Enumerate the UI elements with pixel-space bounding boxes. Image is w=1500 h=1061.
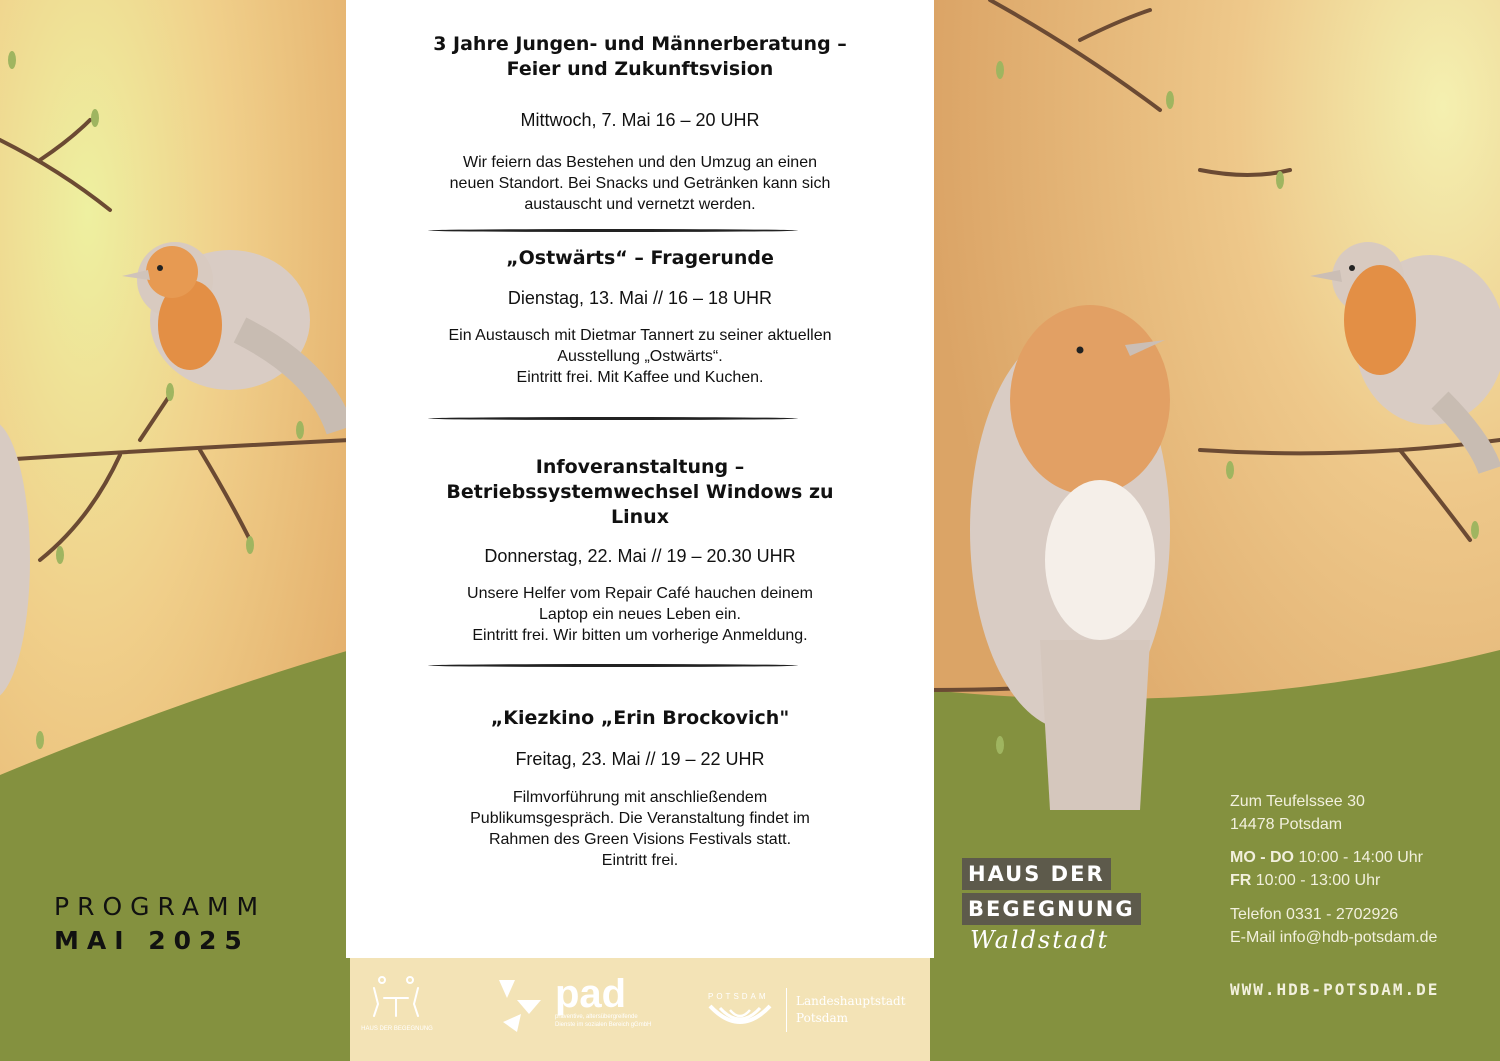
event-description-line: Ein Austausch mit Dietmar Tannert zu seiner aktuellen [448,327,832,344]
hours-time: 10:00 - 14:00 Uhr [1298,849,1423,866]
pad-logo-subline: präventive, altersübergreifende [555,1014,638,1020]
hours-time: 10:00 - 13:00 Uhr [1255,872,1381,889]
event-description-line: Eintritt frei. Mit Kaffee und Kuchen. [516,369,764,386]
event-title-line: Infoveranstaltung – [535,456,745,478]
event-date: Freitag, 23. Mai // 19 – 22 UHR [515,749,765,769]
event-description-line: Unsere Helfer vom Repair Café hauchen deinem [467,585,813,602]
event-2 [346,246,934,388]
event-title-line: Linux [611,506,669,528]
phone-number: Telefon 0331 - 2702926 [1230,906,1399,923]
event-4 [346,706,934,871]
event-description-line: austauscht und vernetzt werden. [524,196,756,213]
divider [428,664,798,667]
event-description [346,152,934,215]
hours-days: MO - DO [1230,849,1294,866]
divider [428,229,798,232]
hdb-logo [362,974,432,1036]
address-street: Zum Teufelssee 30 [1230,793,1365,810]
event-description-line: Publikumsgespräch. Die Veranstaltung findet im [470,810,810,827]
program-month: MAI 2025 [54,926,250,955]
potsdam-logo-line1: Landeshauptstadt [796,994,906,1008]
contact-details [1230,903,1437,949]
event-title-line: „Kiezkino „Erin Brockovich" [490,707,790,729]
event-description-line: Eintritt frei. Wir bitten um vorherige Anmeldung. [472,627,808,644]
potsdam-crest-icon [706,1000,774,1034]
event-title-line: 3 Jahre Jungen- und Männerberatung – [433,33,847,55]
divider [428,417,798,420]
potsdam-logo [706,992,926,1032]
event-title [346,706,934,731]
event-title-line: „Ostwärts“ – Fragerunde [506,247,774,269]
event-3 [346,455,934,646]
hours-row [1230,869,1423,892]
event-date: Dienstag, 13. Mai // 16 – 18 UHR [507,288,773,308]
address-city: 14478 Potsdam [1230,816,1343,833]
event-description [346,325,934,388]
program-label: PROGRAMM [54,892,267,921]
event-description-line: Laptop ein neues Leben ein. [539,606,741,623]
event-description-line: Rahmen des Green Visions Festivals statt. [488,831,792,848]
event-description-line: Eintritt frei. [601,852,679,869]
event-description-line: Ausstellung „Ostwärts“. [557,348,723,365]
brand-name-line2: BEGEGNUNG [962,893,1141,925]
pad-logo-name: pad [555,972,627,1016]
event-title-line: Feier und Zukunftsvision [506,58,774,80]
email-address[interactable]: E-Mail info@hdb-potsdam.de [1230,929,1438,946]
event-description [346,583,934,646]
event-title-line: Betriebssystemwechsel Windows zu [446,481,834,503]
pad-logo-icon [495,978,555,1034]
potsdam-logo-line2: Potsdam [796,1011,849,1025]
event-date: Mittwoch, 7. Mai 16 – 20 UHR [520,110,760,130]
event-description [346,787,934,871]
event-1 [346,32,934,215]
event-description-line: Filmvorführung mit anschließendem [512,789,768,806]
brand-subtitle: Waldstadt [970,926,1110,954]
hdb-logo-caption: HAUS DER BEGEGNUNG [361,1026,433,1032]
hours-row [1230,846,1423,869]
brand-name-line1: HAUS DER [962,858,1111,890]
pad-logo [495,972,685,1038]
opening-hours [1230,846,1423,892]
program-panel [346,0,934,958]
website-link[interactable]: WWW.HDB-POTSDAM.DE [1230,980,1440,999]
hdb-logo-icon [362,974,432,1020]
address [1230,790,1365,836]
event-title [346,455,934,530]
event-description-line: neuen Standort. Bei Snacks und Getränken kann sich [449,175,831,192]
event-title [346,246,934,271]
event-description-line: Wir feiern das Bestehen und den Umzug an einen [463,154,817,171]
pad-logo-subline: Dienste im sozialen Bereich gGmbH [555,1022,652,1028]
event-title [346,32,934,82]
hours-days: FR [1230,872,1252,889]
event-date: Donnerstag, 22. Mai // 19 – 20.30 UHR [484,546,796,566]
potsdam-logo-arc-text: POTSDAM [708,992,769,1001]
